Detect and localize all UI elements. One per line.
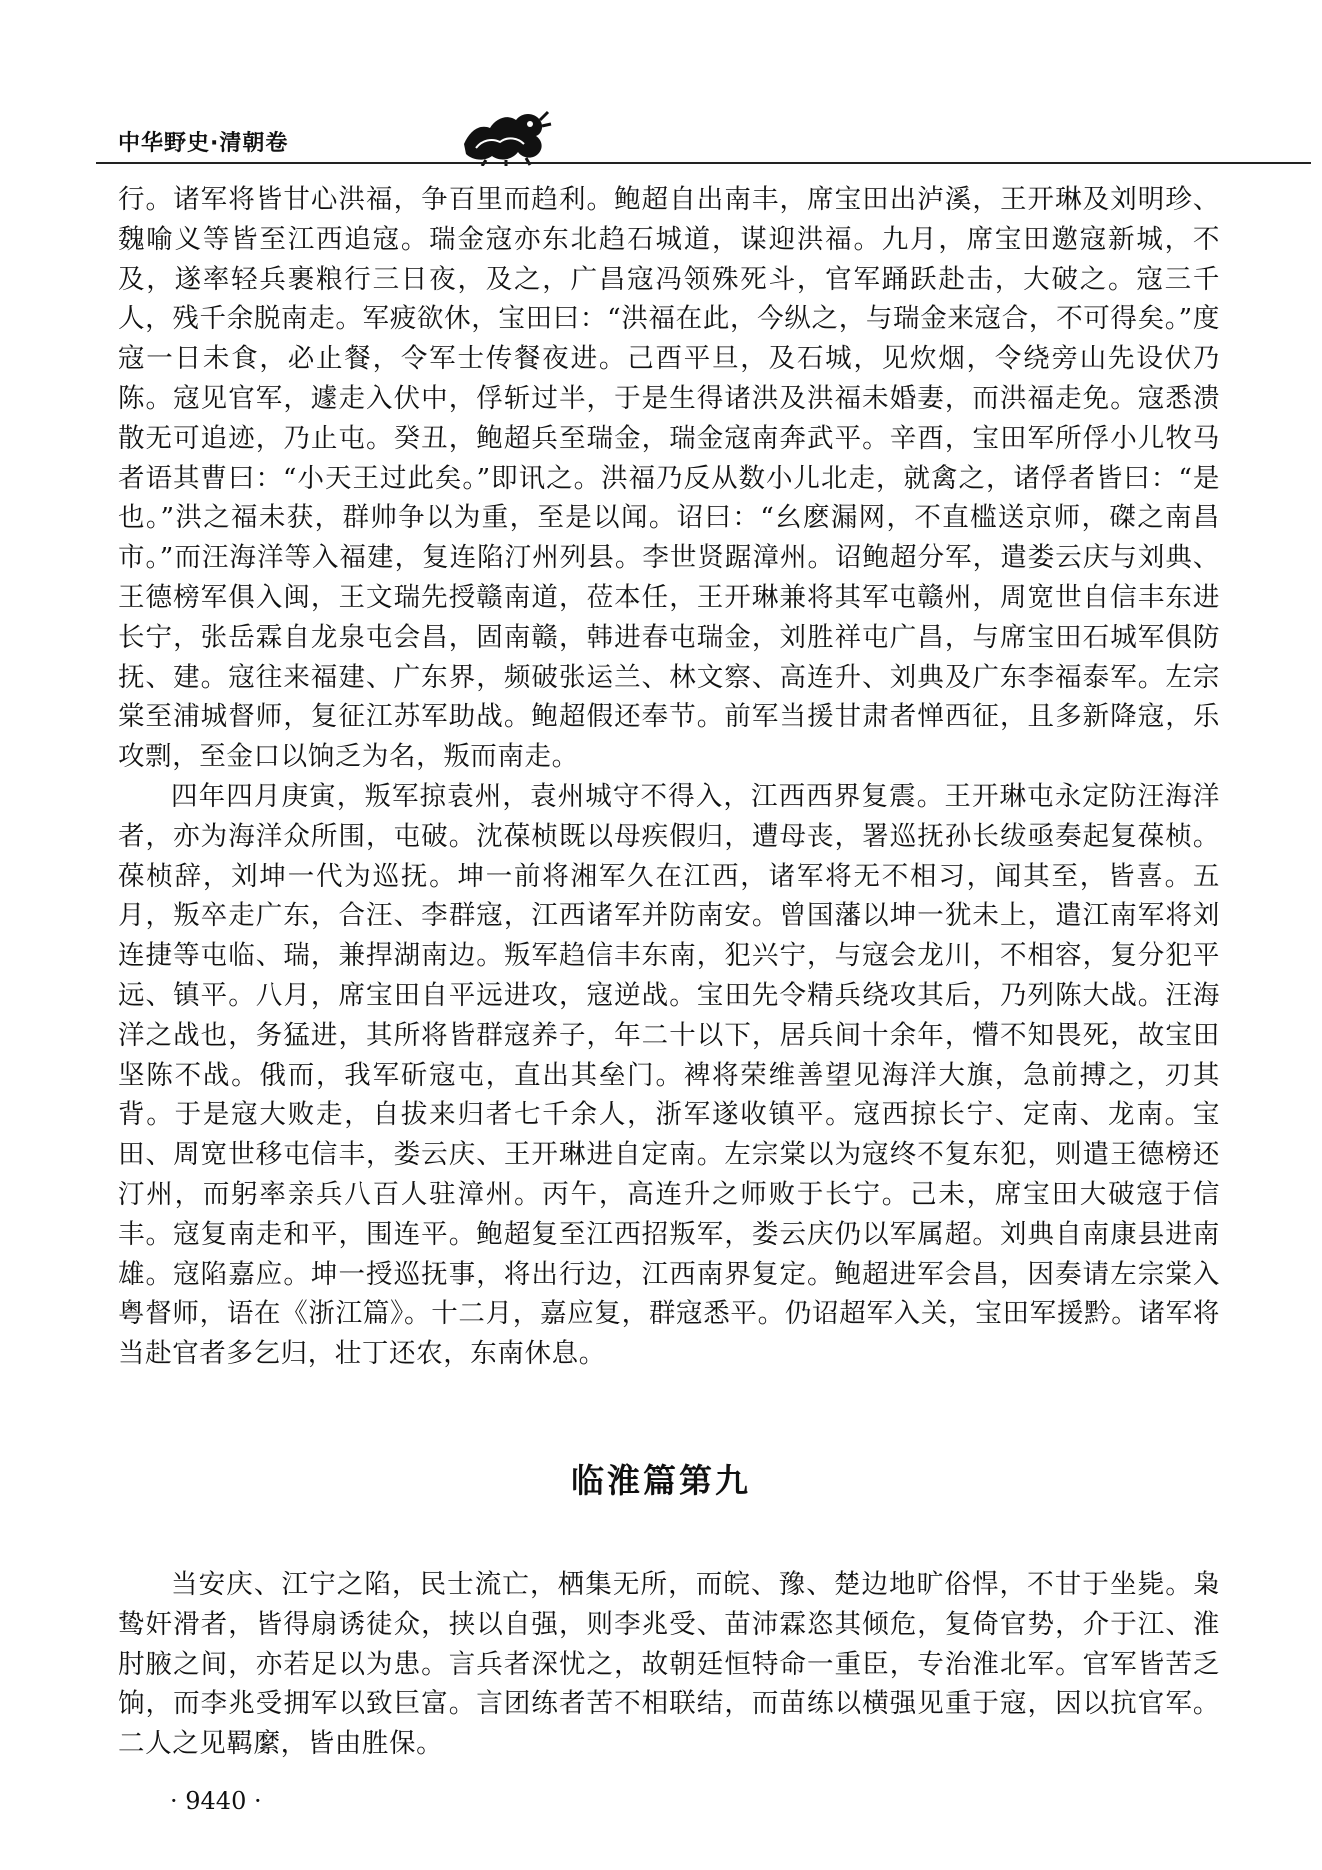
- book-title: 中华野史·清朝卷: [118, 131, 289, 156]
- page-number: · 9440 ·: [170, 1787, 262, 1815]
- paragraph: 行。诸军将皆甘心洪福，争百里而趋利。鲍超自出南丰，席宝田出泸溪，王开琳及刘明珍、魏喻义等皆至江西追寇。瑞金寇亦东北趋石城道，谋迎洪福。九月，席宝田邀寇新城，不及，遂率轻兵裹粮行三日夜，及之，广昌寇冯领殊死斗，官军踊跃赴击，大破之。寇三千人，残千余脱南走。军疲欲休，宝田曰：“洪福在此，今纵之，与瑞金来寇合，不可得矣。”度寇一日未食，必止餐，令军士传餐夜进。己酉平旦，及石城，见炊烟，令绕旁山先设伏乃陈。寇见官军，遽走入伏中，俘斩过半，于是生得诸洪及洪福未婚妻，而洪福走免。寇悉溃散无可追迹，乃止屯。癸丑，鲍超兵至瑞金，瑞金寇南奔武平。辛酉，宝田军所俘小儿牧马者语其曹曰：“小天王过此矣。”即讯之。洪福乃反从数小儿北走，就禽之，诸俘者皆曰：“是也。”洪之福未获，群帅争以为重，至是以闻。诏曰：“幺麽漏网，不直槛送京师，磔之南昌市。”而汪海洋等入福建，复连陷汀州列县。李世贤踞漳州。诏鲍超分军，遣娄云庆与刘典、王德榜军俱入闽，王文瑞先授赣南道，莅本任，王开琳兼将其军屯赣州，周宽世自信丰东进长宁，张岳霖自龙泉屯会昌，固南赣，韩进春屯瑞金，刘胜祥屯广昌，与席宝田石城军俱防抚、建。寇往来福建、广东界，频破张运兰、林文察、高连升、刘典及广东李福泰军。左宗棠至浦城督师，复征江苏军助战。鲍超假还奉节。前军当援甘肃者惮西征，且多新降寇，乐攻剽，至金口以饷乏为名，叛而南走。: [118, 184, 1220, 773]
- paragraph: 四年四月庚寅，叛军掠袁州，袁州城守不得入，江西西界复震。王开琳屯永定防汪海洋者，亦为海洋众所围，屯破。沈葆桢既以母疾假归，遭母丧，署巡抚孙长绂亟奏起复葆桢。葆桢辞，刘坤一代为巡抚。坤一前将湘军久在江西，诸军将无不相习，闻其至，皆喜。五月，叛卒走广东，合汪、李群寇，江西诸军并防南安。曾国藩以坤一犹未上，遣江南军将刘连捷等屯临、瑞，兼捍湖南边。叛军趋信丰东南，犯兴宁，与寇会龙川，不相容，复分犯平远、镇平。八月，席宝田自平远进攻，寇逆战。宝田先令精兵绕攻其后，乃列陈大战。汪海洋之战也，务猛进，其所将皆群寇养子，年二十以下，居兵间十余年，懵不知畏死，故宝田坚陈不战。俄而，我军斫寇屯，直出其垒门。裨将荣维善望见海洋大旗，急前搏之，刃其背。于是寇大败走，自拔来归者七千余人，浙军遂收镇平。寇西掠长宁、定南、龙南。宝田、周宽世移屯信丰，娄云庆、王开琳进自定南。左宗棠以为寇终不复东犯，则遣王德榜还汀州，而躬率亲兵八百人驻漳州。丙午，高连升之师败于长宁。己未，席宝田大破寇于信丰。寇复南走和平，围连平。鲍超复至江西招叛军，娄云庆仍以军属超。刘典自南康县进南雄。寇陷嘉应。坤一授巡抚事，将出行边，江西南界复定。鲍超进军会昌，因奏请左宗棠入粤督师，语在《浙江篇》。十二月，嘉应复，群寇悉平。仍诏超军入关，宝田军援黔。诸军将当赴官者多乞归，壮丁还农，东南休息。: [118, 780, 1220, 1370]
- paragraph: 当安庆、江宁之陷，民士流亡，栖集无所，而皖、豫、楚边地旷俗悍，不甘于坐毙。枭鸷奸滑者，皆得扇诱徒众，挟以自强，则李兆受、苗沛霖恣其倾危，复倚官势，介于江、淮肘腋之间，亦若足以为患。言兵者深忧之，故朝廷恒特命一重臣，专治淮北军。官军皆苦乏饷，而李兆受拥军以致巨富。言团练者苦不相联结，而苗练以横强见重于寇，因以抗官军。二人之见羁縻，皆由胜保。: [118, 1569, 1220, 1760]
- section-text: [118, 1565, 1220, 1764]
- running-header: [96, 96, 1316, 176]
- dragon-icon: [456, 104, 552, 166]
- section-heading: 临淮篇第九: [571, 1461, 751, 1500]
- header-rule: [96, 162, 1311, 164]
- body-text: [118, 180, 1220, 1374]
